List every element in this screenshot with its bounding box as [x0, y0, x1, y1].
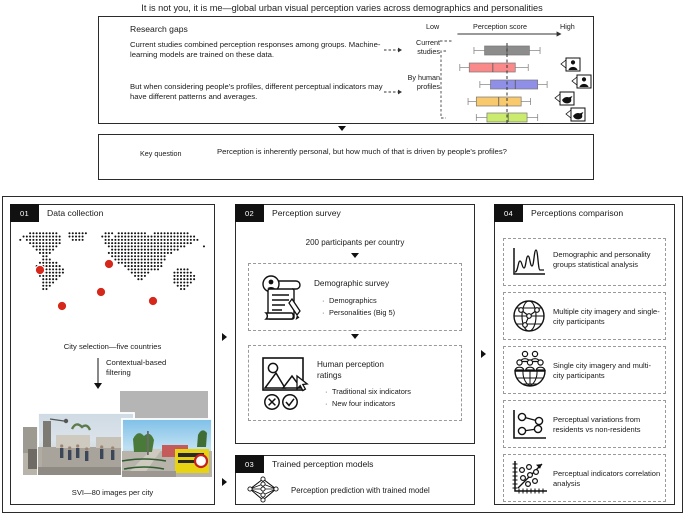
- globe-network-icon: [511, 298, 547, 334]
- axis-low-label: Low: [426, 22, 440, 31]
- line-chart-icon: [511, 246, 547, 278]
- figure-title: It is not you, it is me—global urban visual perception varies across demographics and personalities: [141, 3, 543, 13]
- panel-03-number: 03: [235, 455, 264, 473]
- arrow-panel01-to-panel02: [222, 333, 227, 341]
- node-link-icon: [511, 408, 549, 442]
- bullet-text: Demographics: [329, 296, 377, 305]
- filter-arrow: [95, 358, 105, 390]
- panel-02-title: Perception survey: [272, 208, 341, 218]
- participants-count-label: 200 participants per country: [305, 238, 405, 247]
- current-studies-leader: [440, 32, 454, 52]
- axis-title: Perception score: [473, 22, 527, 31]
- comparison-item-1-text: Multiple city imagery and single-city participants: [553, 307, 660, 326]
- research-gap-1-text: Current studies combined perception responses among groups. Machine-learning models are trained on these data.: [130, 40, 381, 60]
- perception-ratings-bullet-0: · Traditional six indicators: [325, 387, 412, 396]
- survey-scroll-icon: [258, 272, 310, 324]
- key-question-text: Perception is inherently personal, but how much of that is driven by people's profiles?: [217, 147, 507, 156]
- human-perception-ratings-title: Human perception ratings: [317, 360, 384, 380]
- demographic-survey-title: Demographic survey: [314, 279, 390, 288]
- contextual-filtering-label: Contextual-based filtering: [106, 358, 167, 378]
- research-gaps-heading: Research gaps: [130, 24, 188, 34]
- globe-people-icon: [511, 350, 549, 390]
- label-current-studies: Current studies: [416, 38, 440, 56]
- perception-score-boxplot: [440, 32, 590, 122]
- bullet-text: Traditional six indicators: [332, 387, 412, 396]
- arrow-to-panel04: [481, 350, 486, 358]
- street-view-image-stack: [12, 391, 213, 483]
- demographic-survey-bullet-1: · Personalities (Big 5): [322, 308, 396, 317]
- panel-03-text: Perception prediction with trained model: [291, 486, 430, 495]
- comparison-item-2-text: Single city imagery and multi-city participants: [553, 361, 651, 380]
- panel-03-title: Trained perception models: [272, 459, 374, 469]
- neural-network-icon: [243, 476, 285, 503]
- panel-04-title: Perceptions comparison: [531, 208, 624, 218]
- panel-04-number: 04: [494, 204, 523, 222]
- image-rating-icon: [259, 354, 313, 412]
- comparison-item-0-text: Demographic and personality groups statistical analysis: [553, 250, 651, 269]
- scatter-plot-icon: [511, 459, 549, 497]
- comparison-item-4-text: Perceptual indicators correlation analysis: [553, 469, 661, 488]
- label-by-human-profiles: By human profiles: [407, 73, 440, 91]
- arrow-down-to-demographic-card: [351, 253, 359, 258]
- bullet-text: Personalities (Big 5): [329, 308, 396, 317]
- arrow-down-to-perception-card: [351, 334, 359, 339]
- axis-high-label: High: [560, 22, 575, 31]
- map-caption: City selection—five countries: [63, 342, 162, 351]
- arrow-panel01-to-panel03: [222, 478, 227, 486]
- panel-01-title: Data collection: [47, 208, 104, 218]
- panel-02-number: 02: [235, 204, 264, 222]
- research-gap-2-text: But when considering people's profiles, different perceptual indicators may have different patterns and averages.: [130, 82, 383, 102]
- panel-01-number: 01: [10, 204, 39, 222]
- bullet-text: New four indicators: [332, 399, 396, 408]
- svi-caption: SVI—80 images per city: [71, 488, 154, 497]
- key-question-label: Key question: [140, 149, 182, 158]
- comparison-item-3-text: Perceptual variations from residents vs non-residents: [553, 415, 641, 434]
- world-map-dot-matrix: [16, 228, 210, 333]
- arrow-down-to-key-question: [338, 126, 346, 131]
- perception-ratings-bullet-1: · New four indicators: [325, 399, 396, 408]
- demographic-survey-bullet-0: · Demographics: [322, 296, 377, 305]
